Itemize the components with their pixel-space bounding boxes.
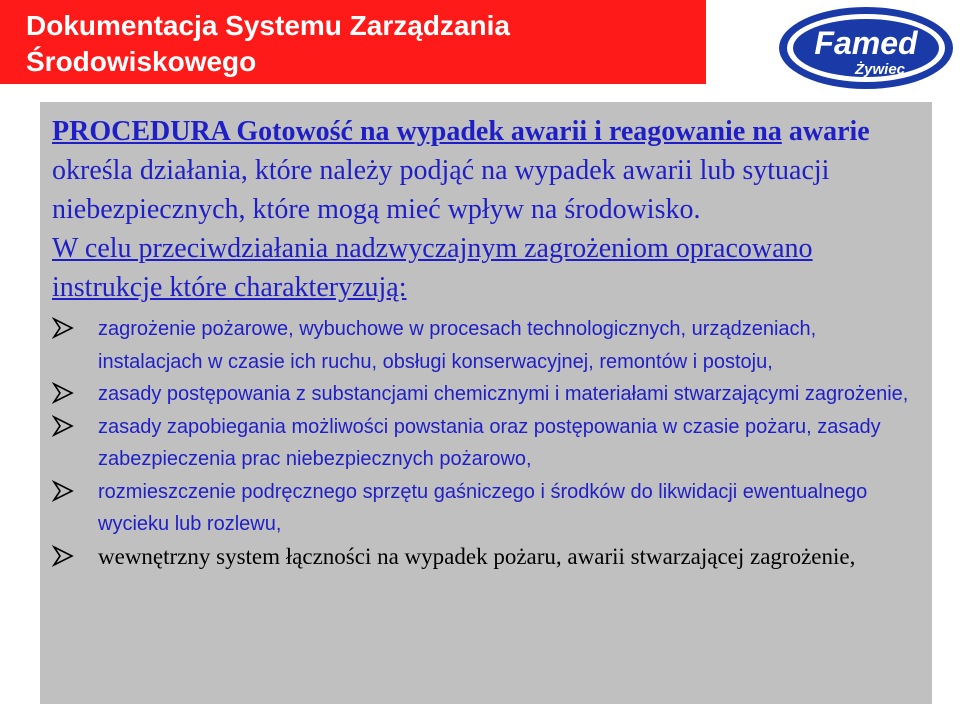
instruction-list: [52, 313, 918, 573]
famed-logo-graphic: [776, 4, 956, 92]
arrow-bullet-icon: [52, 382, 74, 404]
list-item: [52, 313, 918, 378]
arrow-bullet-icon: [52, 317, 74, 339]
content-panel: [40, 102, 932, 704]
procedure-name: PROCEDURA Gotowość na wypadek awarii i reagowanie na: [52, 116, 782, 147]
arrow-bullet-icon: [52, 415, 74, 437]
list-item: [52, 378, 918, 411]
logo-subword: Żywiec: [854, 61, 906, 78]
list-item-text: zagrożenie pożarowe, wybuchowe w procesach technologicznych, urządzeniach, instalacjach w czasie ich ruchu, obsługi konserwacyjnej, remontów i postoju,: [98, 318, 817, 373]
intro-text: określa działania, które należy podjąć na wypadek awarii lub sytuacji niebezpiecznych, które mogą mieć wpływ na środowisko.: [52, 155, 830, 225]
list-item: [52, 476, 918, 541]
list-item-text: wewnętrzny system łączności na wypadek pożaru, awarii stwarzającej zagrożenie,: [98, 543, 856, 569]
intro-paragraph: [52, 112, 918, 229]
logo-word: Famed: [814, 25, 918, 61]
arrow-bullet-icon: [52, 480, 74, 502]
list-item: [52, 411, 918, 476]
title-banner: [0, 0, 706, 84]
list-item-text: zasady zapobiegania możliwości powstania oraz postępowania w czasie pożaru, zasady zabezpieczenia prac niebezpiecznych pożarowo,: [98, 415, 881, 470]
list-item-text: zasady postępowania z substancjami chemicznymi i materiałami stwarzającymi zagrożenie,: [98, 383, 909, 405]
list-item: [52, 541, 918, 574]
arrow-bullet-icon: [52, 545, 74, 567]
famed-logo: [776, 4, 956, 92]
page-title-line-2: Środowiskowego: [26, 46, 257, 77]
instructions-heading: W celu przeciwdziałania nadzwyczajnym zagrożeniom opracowano instrukcje które charakteryzują:: [52, 233, 813, 303]
list-item-text: rozmieszczenie podręcznego sprzętu gaśniczego i środków do likwidacji ewentualnego wycieku lub rozlewu,: [98, 480, 868, 535]
page-title-line-1: Dokumentacja Systemu Zarządzania: [26, 10, 510, 41]
procedure-name-end: awarie: [788, 116, 870, 147]
